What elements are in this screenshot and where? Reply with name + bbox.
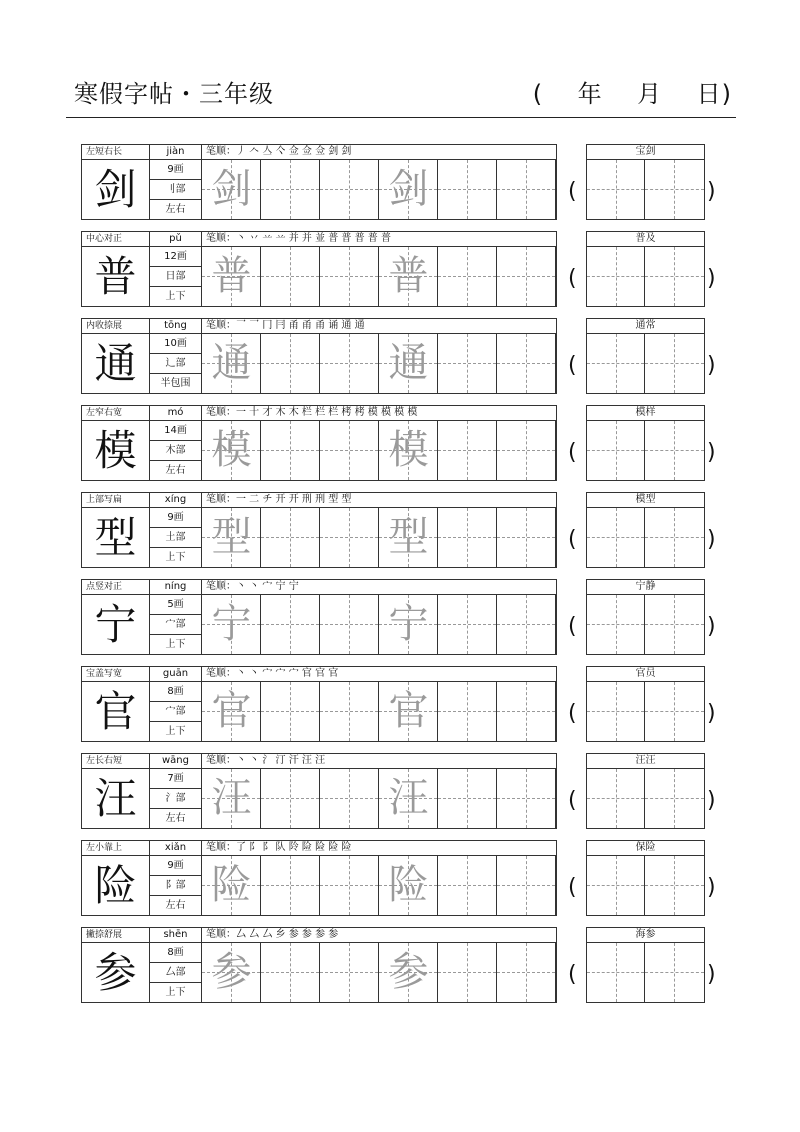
stroke-order-sequence: 一 二 チ 开 开 刑 刑 型 型 xyxy=(236,494,352,505)
tracing-cell[interactable] xyxy=(202,943,261,1002)
tracing-cell[interactable] xyxy=(438,856,497,915)
model-character: 汪 xyxy=(82,769,150,828)
right-paren: ) xyxy=(707,614,716,639)
practice-row xyxy=(0,666,800,742)
tracing-cell[interactable] xyxy=(497,421,556,480)
pinyin: pǔ xyxy=(150,232,202,247)
stroke-count: 10画 xyxy=(150,334,202,354)
tracing-cell[interactable] xyxy=(320,856,379,915)
radical: 刂部 xyxy=(150,180,202,200)
word-writing-cells xyxy=(587,943,704,1002)
stroke-count: 8画 xyxy=(150,682,202,702)
example-word: 通常 xyxy=(587,319,704,334)
tracing-cell[interactable] xyxy=(438,334,497,393)
stroke-count: 14画 xyxy=(150,421,202,441)
tracing-cell[interactable] xyxy=(438,943,497,1002)
char-practice-box xyxy=(81,318,557,394)
stroke-order-sequence: 一 十 才 木 木 栏 栏 栏 栲 栲 模 模 模 模 xyxy=(236,407,418,418)
tracing-cell[interactable] xyxy=(379,769,438,828)
stroke-count: 12画 xyxy=(150,247,202,267)
tracing-cell[interactable] xyxy=(261,943,320,1002)
tracing-cell[interactable] xyxy=(379,508,438,567)
tracing-cell[interactable] xyxy=(438,508,497,567)
tracing-cell[interactable] xyxy=(320,247,379,306)
example-word: 模样 xyxy=(587,406,704,421)
tracing-cell[interactable] xyxy=(320,943,379,1002)
tracing-grid xyxy=(202,421,556,480)
left-paren: ( xyxy=(568,788,577,813)
writing-tip: 左短右长 xyxy=(82,145,150,160)
word-cell[interactable] xyxy=(645,247,704,306)
stroke-order-label: 笔顺： xyxy=(206,146,236,157)
tracing-cell[interactable] xyxy=(261,160,320,219)
stroke-order-label: 笔顺： xyxy=(206,581,236,592)
left-paren: ( xyxy=(568,527,577,552)
word-cell[interactable] xyxy=(645,334,704,393)
char-practice-box xyxy=(81,492,557,568)
stroke-order-label: 笔顺： xyxy=(206,668,236,679)
stroke-order xyxy=(202,841,556,856)
word-cell[interactable] xyxy=(587,421,645,480)
practice-row xyxy=(0,492,800,568)
writing-tip: 上部写扁 xyxy=(82,493,150,508)
word-cell[interactable] xyxy=(645,856,704,915)
structure: 上下 xyxy=(150,983,202,1002)
tracing-cell[interactable] xyxy=(379,595,438,654)
word-box xyxy=(586,579,705,655)
writing-tip: 左窄右宽 xyxy=(82,406,150,421)
stroke-order-label: 笔顺： xyxy=(206,320,236,331)
trace-char: 普 xyxy=(388,253,429,299)
pinyin: xíng xyxy=(150,493,202,508)
tracing-cell[interactable] xyxy=(497,682,556,741)
tracing-cell[interactable] xyxy=(438,682,497,741)
example-word: 保险 xyxy=(587,841,704,856)
tracing-cell[interactable] xyxy=(202,682,261,741)
structure: 左右 xyxy=(150,200,202,219)
stroke-order-sequence: 丶 丷 䒑 䒑 并 并 並 普 普 普 普 普 xyxy=(236,233,391,244)
word-cell[interactable] xyxy=(645,160,704,219)
stroke-order xyxy=(202,493,556,508)
structure: 左右 xyxy=(150,809,202,828)
word-box xyxy=(586,405,705,481)
trace-char: 参 xyxy=(388,949,429,995)
left-paren: ( xyxy=(568,353,577,378)
word-cell[interactable] xyxy=(587,856,645,915)
word-box xyxy=(586,144,705,220)
tracing-cell[interactable] xyxy=(438,247,497,306)
word-box xyxy=(586,753,705,829)
word-box xyxy=(586,231,705,307)
tracing-cell[interactable] xyxy=(320,682,379,741)
tracing-cell[interactable] xyxy=(497,769,556,828)
tracing-cell[interactable] xyxy=(438,421,497,480)
tracing-grid xyxy=(202,769,556,828)
tracing-cell[interactable] xyxy=(202,769,261,828)
word-cell[interactable] xyxy=(645,421,704,480)
word-cell[interactable] xyxy=(645,595,704,654)
structure: 上下 xyxy=(150,635,202,654)
left-paren: ( xyxy=(568,701,577,726)
right-paren: ) xyxy=(707,875,716,900)
tracing-cell[interactable] xyxy=(320,334,379,393)
word-box xyxy=(586,840,705,916)
radical: 日部 xyxy=(150,267,202,287)
trace-char: 模 xyxy=(211,427,252,473)
radical: 木部 xyxy=(150,441,202,461)
trace-char: 官 xyxy=(388,688,429,734)
structure: 上下 xyxy=(150,722,202,741)
word-box xyxy=(586,927,705,1003)
model-character: 剑 xyxy=(82,160,150,219)
model-character: 模 xyxy=(82,421,150,480)
tracing-cell[interactable] xyxy=(379,856,438,915)
stroke-order xyxy=(202,754,556,769)
left-paren: ( xyxy=(568,179,577,204)
stroke-order-label: 笔顺： xyxy=(206,929,236,940)
trace-char: 剑 xyxy=(211,166,252,212)
practice-row xyxy=(0,753,800,829)
tracing-cell[interactable] xyxy=(379,247,438,306)
writing-tip: 左小靠上 xyxy=(82,841,150,856)
tracing-cell[interactable] xyxy=(202,856,261,915)
example-word: 宝剑 xyxy=(587,145,704,160)
example-word: 官员 xyxy=(587,667,704,682)
word-writing-cells xyxy=(587,769,704,828)
model-character: 通 xyxy=(82,334,150,393)
tracing-cell[interactable] xyxy=(320,508,379,567)
practice-row xyxy=(0,579,800,655)
stroke-order-label: 笔顺： xyxy=(206,842,236,853)
structure: 上下 xyxy=(150,548,202,567)
word-writing-cells xyxy=(587,682,704,741)
stroke-order-sequence: 丿 𠆢 亼 亽 佥 佥 佥 剑 剑 xyxy=(236,146,352,157)
pinyin: guān xyxy=(150,667,202,682)
tracing-grid xyxy=(202,334,556,393)
model-character: 参 xyxy=(82,943,150,1002)
trace-char: 参 xyxy=(211,949,252,995)
example-word: 普及 xyxy=(587,232,704,247)
tracing-cell[interactable] xyxy=(202,595,261,654)
model-character: 宁 xyxy=(82,595,150,654)
word-cell[interactable] xyxy=(587,682,645,741)
right-paren: ) xyxy=(707,527,716,552)
word-cell[interactable] xyxy=(587,508,645,567)
char-practice-box xyxy=(81,753,557,829)
page-title: 寒假字帖・三年级 xyxy=(74,80,274,108)
word-writing-cells xyxy=(587,334,704,393)
stroke-order-label: 笔顺： xyxy=(206,407,236,418)
word-cell[interactable] xyxy=(645,943,704,1002)
word-cell[interactable] xyxy=(587,334,645,393)
stroke-order xyxy=(202,928,556,943)
structure: 上下 xyxy=(150,287,202,306)
tracing-grid xyxy=(202,856,556,915)
left-paren: ( xyxy=(568,614,577,639)
tracing-cell[interactable] xyxy=(379,334,438,393)
word-cell[interactable] xyxy=(645,682,704,741)
practice-row xyxy=(0,405,800,481)
word-cell[interactable] xyxy=(587,943,645,1002)
model-character: 官 xyxy=(82,682,150,741)
word-writing-cells xyxy=(587,595,704,654)
example-word: 模型 xyxy=(587,493,704,508)
practice-row xyxy=(0,318,800,394)
tracing-grid xyxy=(202,943,556,1002)
left-paren: ( xyxy=(568,440,577,465)
practice-row xyxy=(0,231,800,307)
trace-char: 宁 xyxy=(388,601,429,647)
tracing-cell[interactable] xyxy=(202,334,261,393)
word-cell[interactable] xyxy=(645,508,704,567)
tracing-cell[interactable] xyxy=(379,943,438,1002)
tracing-cell[interactable] xyxy=(438,769,497,828)
left-paren: ( xyxy=(568,875,577,900)
trace-char: 险 xyxy=(211,862,252,908)
word-cell[interactable] xyxy=(587,247,645,306)
radical: 辶部 xyxy=(150,354,202,374)
tracing-cell[interactable] xyxy=(202,247,261,306)
tracing-cell[interactable] xyxy=(379,421,438,480)
model-character: 普 xyxy=(82,247,150,306)
pinyin: xiǎn xyxy=(150,841,202,856)
right-paren: ) xyxy=(707,440,716,465)
trace-char: 通 xyxy=(211,340,252,386)
trace-char: 宁 xyxy=(211,601,252,647)
right-paren: ) xyxy=(707,788,716,813)
trace-char: 型 xyxy=(388,514,429,560)
tracing-cell[interactable] xyxy=(320,160,379,219)
word-box xyxy=(586,492,705,568)
right-paren: ) xyxy=(707,962,716,987)
tracing-grid xyxy=(202,682,556,741)
tracing-cell[interactable] xyxy=(202,160,261,219)
word-writing-cells xyxy=(587,247,704,306)
word-box xyxy=(586,666,705,742)
tracing-cell[interactable] xyxy=(438,595,497,654)
stroke-order-sequence: 了 阝 阝 队 阾 险 险 险 险 xyxy=(236,842,352,853)
tracing-cell[interactable] xyxy=(261,247,320,306)
tracing-cell[interactable] xyxy=(379,160,438,219)
tracing-grid xyxy=(202,160,556,219)
tracing-cell[interactable] xyxy=(261,421,320,480)
word-cell[interactable] xyxy=(587,769,645,828)
trace-char: 剑 xyxy=(388,166,429,212)
writing-tip: 内收捺展 xyxy=(82,319,150,334)
structure: 半包围 xyxy=(150,374,202,393)
trace-char: 通 xyxy=(388,340,429,386)
radical: 厶部 xyxy=(150,963,202,983)
tracing-cell[interactable] xyxy=(497,856,556,915)
date-field: ( 年 月 日) xyxy=(532,80,732,108)
trace-char: 汪 xyxy=(211,775,252,821)
stroke-order-sequence: 丶 丶 宀 宁 宁 xyxy=(236,581,299,592)
word-cell[interactable] xyxy=(587,595,645,654)
structure: 左右 xyxy=(150,461,202,480)
word-box xyxy=(586,318,705,394)
stroke-count: 9画 xyxy=(150,508,202,528)
stroke-order-sequence: 丶 丶 宀 宀 宀 官 官 官 xyxy=(236,668,339,679)
word-writing-cells xyxy=(587,508,704,567)
stroke-count: 8画 xyxy=(150,943,202,963)
writing-tip: 宝盖写宽 xyxy=(82,667,150,682)
word-writing-cells xyxy=(587,160,704,219)
tracing-grid xyxy=(202,595,556,654)
word-writing-cells xyxy=(587,421,704,480)
char-practice-box xyxy=(81,927,557,1003)
char-practice-box xyxy=(81,144,557,220)
tracing-cell[interactable] xyxy=(202,421,261,480)
stroke-order xyxy=(202,232,556,247)
tracing-cell[interactable] xyxy=(261,508,320,567)
tracing-cell[interactable] xyxy=(320,595,379,654)
pinyin: níng xyxy=(150,580,202,595)
practice-row xyxy=(0,840,800,916)
stroke-count: 7画 xyxy=(150,769,202,789)
trace-char: 险 xyxy=(388,862,429,908)
pinyin: jiàn xyxy=(150,145,202,160)
radical: 土部 xyxy=(150,528,202,548)
example-word: 海参 xyxy=(587,928,704,943)
pinyin: tōng xyxy=(150,319,202,334)
example-word: 汪汪 xyxy=(587,754,704,769)
stroke-count: 9画 xyxy=(150,856,202,876)
char-practice-box xyxy=(81,405,557,481)
word-cell[interactable] xyxy=(645,769,704,828)
stroke-count: 5画 xyxy=(150,595,202,615)
tracing-cell[interactable] xyxy=(261,682,320,741)
radical: 宀部 xyxy=(150,615,202,635)
writing-tip: 中心对正 xyxy=(82,232,150,247)
word-writing-cells xyxy=(587,856,704,915)
pinyin: mó xyxy=(150,406,202,421)
stroke-order-label: 笔顺： xyxy=(206,494,236,505)
stroke-count: 9画 xyxy=(150,160,202,180)
tracing-cell[interactable] xyxy=(320,769,379,828)
right-paren: ) xyxy=(707,353,716,378)
char-practice-box xyxy=(81,231,557,307)
left-paren: ( xyxy=(568,962,577,987)
stroke-order xyxy=(202,319,556,334)
trace-char: 普 xyxy=(211,253,252,299)
example-word: 宁静 xyxy=(587,580,704,595)
radical: 阝部 xyxy=(150,876,202,896)
tracing-cell[interactable] xyxy=(497,160,556,219)
stroke-order xyxy=(202,667,556,682)
stroke-order-label: 笔顺： xyxy=(206,233,236,244)
tracing-cell[interactable] xyxy=(261,595,320,654)
tracing-cell[interactable] xyxy=(202,508,261,567)
tracing-cell[interactable] xyxy=(261,769,320,828)
radical: 宀部 xyxy=(150,702,202,722)
radical: 氵部 xyxy=(150,789,202,809)
char-practice-box xyxy=(81,579,557,655)
trace-char: 型 xyxy=(211,514,252,560)
tracing-cell[interactable] xyxy=(320,421,379,480)
stroke-order-sequence: 乛 乛 冂 冃 甬 甬 甬 诵 通 通 xyxy=(236,320,365,331)
tracing-cell[interactable] xyxy=(261,334,320,393)
stroke-order-label: 笔顺： xyxy=(206,755,236,766)
stroke-order xyxy=(202,145,556,160)
trace-char: 模 xyxy=(388,427,429,473)
structure: 左右 xyxy=(150,896,202,915)
right-paren: ) xyxy=(707,701,716,726)
left-paren: ( xyxy=(568,266,577,291)
writing-tip: 点竖对正 xyxy=(82,580,150,595)
tracing-cell[interactable] xyxy=(379,682,438,741)
char-practice-box xyxy=(81,840,557,916)
tracing-cell[interactable] xyxy=(261,856,320,915)
char-practice-box xyxy=(81,666,557,742)
tracing-cell[interactable] xyxy=(438,160,497,219)
stroke-order-sequence: 丶 丶 氵 汀 汗 汪 汪 xyxy=(236,755,326,766)
trace-char: 官 xyxy=(211,688,252,734)
writing-tip: 左长右短 xyxy=(82,754,150,769)
pinyin: wāng xyxy=(150,754,202,769)
practice-row xyxy=(0,144,800,220)
tracing-cell[interactable] xyxy=(497,943,556,1002)
right-paren: ) xyxy=(707,179,716,204)
model-character: 险 xyxy=(82,856,150,915)
pinyin: shēn xyxy=(150,928,202,943)
trace-char: 汪 xyxy=(388,775,429,821)
practice-row xyxy=(0,927,800,1003)
tracing-grid xyxy=(202,508,556,567)
tracing-cell[interactable] xyxy=(497,247,556,306)
stroke-order-sequence: 厶 厶 厶 乡 参 参 参 参 xyxy=(236,929,339,940)
writing-tip: 撇捺舒展 xyxy=(82,928,150,943)
tracing-cell[interactable] xyxy=(497,508,556,567)
stroke-order xyxy=(202,406,556,421)
stroke-order xyxy=(202,580,556,595)
right-paren: ) xyxy=(707,266,716,291)
model-character: 型 xyxy=(82,508,150,567)
tracing-cell[interactable] xyxy=(497,595,556,654)
tracing-cell[interactable] xyxy=(497,334,556,393)
word-cell[interactable] xyxy=(587,160,645,219)
tracing-grid xyxy=(202,247,556,306)
